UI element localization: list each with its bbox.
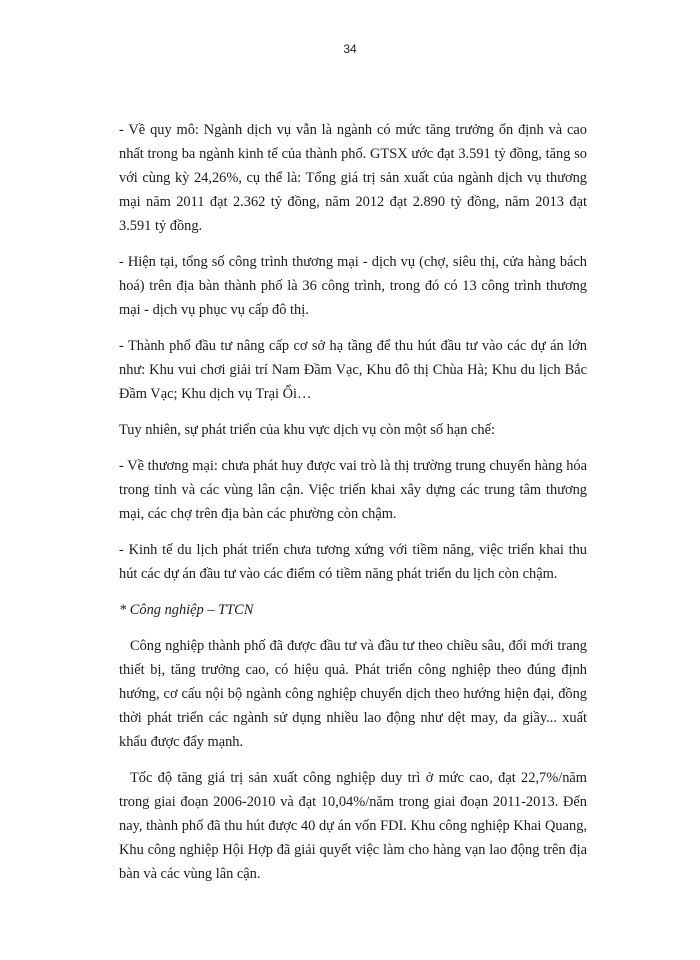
paragraph-trade-limitation: - Về thương mại: chưa phát huy được vai trò là thị trường trung chuyển hàng hóa trong tỉnh và các vùng lân cận. Việc triển khai xây dựng các trung tâm thương mại, các chợ trên địa bàn các phường còn chậm. [119,458,587,522]
page-number: 34 [343,42,357,56]
paragraph-industry-overview: Công nghiệp thành phố đã được đầu tư và đầu tư theo chiều sâu, đổi mới trang thiết bị, tăng trưởng cao, có hiệu quả. Phát triển công nghiệp theo đúng định hướng, cơ cấu nội bộ ngành công nghiệp chuyển dịch theo hướng hiện đại, đồng thời phát triển các ngành sử dụng nhiều lao động như dệt may, da giầy... xuất khẩu được đẩy mạnh. [119,638,587,750]
paragraph-limitations-intro: Tuy nhiên, sự phát triển của khu vực dịch vụ còn một số hạn chế: [119,422,495,438]
paragraph-industry-growth: Tốc độ tăng giá trị sản xuất công nghiệp duy trì ở mức cao, đạt 22,7%/năm trong giai đoạn 2006-2010 và đạt 10,04%/năm trong giai đoạn 2011-2013. Đến nay, thành phố đã thu hút được 40 dự án vốn FDI. Khu công nghiệp Khai Quang, Khu công nghiệp Hội Hợp đã giải quyết việc làm cho hàng vạn lao động trên địa bàn và các vùng lân cận. [119,770,587,882]
paragraph-tourism-limitation: - Kinh tế du lịch phát triển chưa tương xứng với tiềm năng, việc triển khai thu hút các dự án đầu tư vào các điểm có tiềm năng phát triển du lịch còn chậm. [119,542,587,582]
section-heading-industry: * Công nghiệp – TTCN [119,602,254,618]
paragraph-infrastructure-investment: - Thành phố đầu tư nâng cấp cơ sở hạ tầng để thu hút đầu tư vào các dự án lớn như: Khu vui chơi giải trí Nam Đầm Vạc, Khu đô thị Chùa Hà; Khu du lịch Bắc Đầm Vạc; Khu dịch vụ Trại Ổi… [119,338,587,402]
paragraph-commercial-works: - Hiện tại, tổng số công trình thương mại - dịch vụ (chợ, siêu thị, cửa hàng bách hoá) trên địa bàn thành phố là 36 công trình, trong đó có 13 công trình thương mại - dịch vụ phục vụ cấp đô thị. [119,254,587,318]
paragraph-service-scale: - Về quy mô: Ngành dịch vụ vẫn là ngành có mức tăng trưởng ổn định và cao nhất trong ba ngành kinh tế của thành phố. GTSX ước đạt 3.591 tỷ đồng, tăng so với cùng kỳ 24,26%, cụ thể là: Tổng giá trị sản xuất của ngành dịch vụ thương mại năm 2011 đạt 2.362 tỷ đồng, năm 2012 đạt 2.890 tỷ đồng, năm 2013 đạt 3.591 tỷ đồng. [119,122,587,234]
document-body [119,118,587,898]
